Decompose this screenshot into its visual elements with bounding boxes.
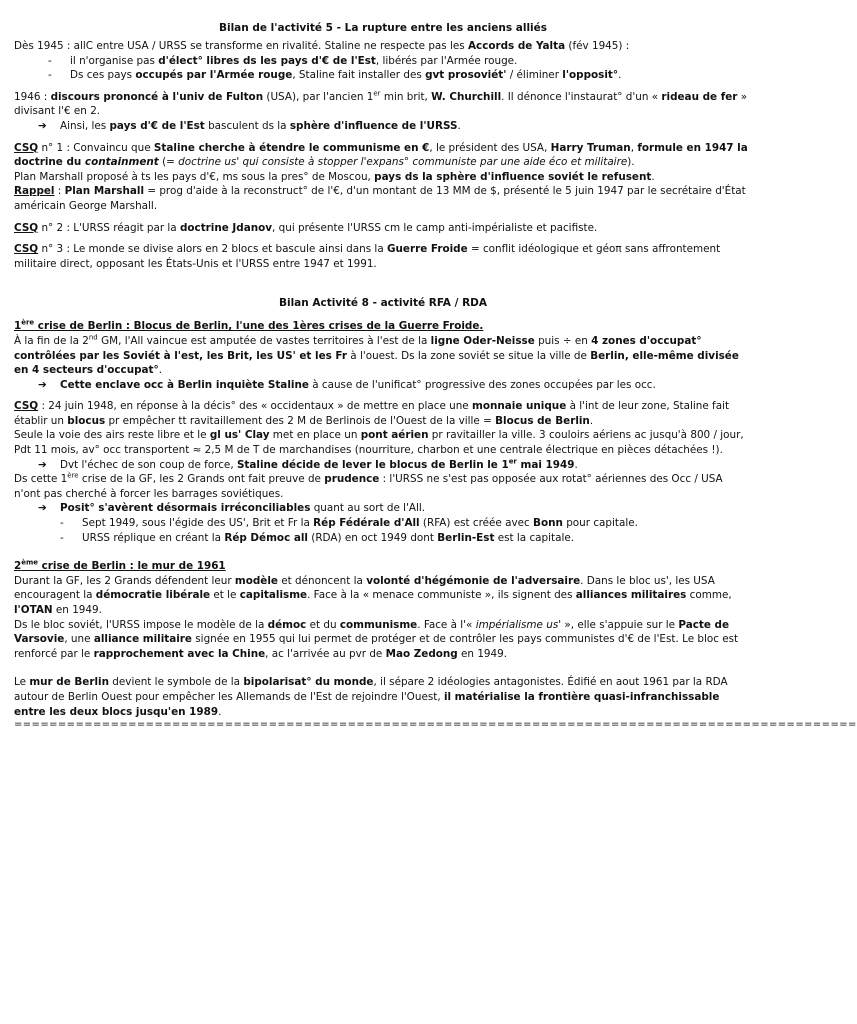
dash-icon: - bbox=[48, 69, 52, 82]
crise2-title: 2ème crise de Berlin : le mur de 1961 bbox=[14, 558, 226, 573]
fulton-paragraph: 1946 : discours prononcé à l'univ de Fulton (USA), par l'ancien 1er min brit, W. Churchill. Il dénonce l'instaurat° d'un « rideau de fer » divisant l'€ en 2. bbox=[14, 89, 748, 118]
arrow-right-icon: ➔ bbox=[38, 502, 47, 515]
marshall-paragraph: Plan Marshall proposé à ts les pays d'€, ms sous la pres° de Moscou, pays ds la sphère d'influence soviét le refusent. bbox=[14, 170, 655, 183]
bullet-rfa: - Sept 1949, sous l'égide des US', Brit et Fr la Rép Fédérale d'All (RFA) est créée avec Bonn pour capitale. bbox=[60, 517, 638, 530]
pont-aerien-paragraph: Seule la voie des airs reste libre et le gl us' Clay met en place un pont aérien pr ravitailler la ville. 3 couloirs aériens ac jusqu'à 800 / jour, Pdt 11 mois, av° occ transportent ≈ 2,5 M de T de marchandises (nourriture, charbon et une centrale électrique en pièces détachées !). bbox=[14, 429, 744, 457]
csq1-paragraph: CSQ n° 1 : Convaincu que Staline cherche à étendre le communisme en €, le président des USA, Harry Truman, formule en 1947 la doctrine du containment (= doctrine us' qui consiste à stopper l'expans° communiste par une aide éco et militaire). bbox=[14, 141, 748, 169]
csq2-paragraph: CSQ n° 2 : L'URSS réagit par la doctrine Jdanov, qui présente l'URSS cm le camp anti-impérialiste et pacifiste. bbox=[14, 221, 598, 234]
arrow-right-icon: ➔ bbox=[38, 458, 47, 471]
separator-line: ================================================================================================ bbox=[14, 719, 857, 731]
bloc-sovietique-paragraph: Ds le bloc soviét, l'URSS impose le modèle de la démoc et du communisme. Face à l'« impérialisme us' », elle s'appuie sur le Pacte de Varsovie, une alliance militaire signée en 1955 qui lui permet de protéger et de contrôler les pays communistes d'€ de l'Est. Le bloc est renforcé par le rapprochement avec la Chine, ac l'arrivée au pvr de Mao Zedong en 1949. bbox=[14, 618, 739, 660]
arrow-irreconciliables: ➔ Posit° s'avèrent désormais irréconciliables quant au sort de l'All. bbox=[38, 502, 426, 515]
section1-title: Bilan de l'activité 5 - La rupture entre les anciens alliés bbox=[218, 22, 548, 34]
csq3-paragraph: CSQ n° 3 : Le monde se divise alors en 2 blocs et bascule ainsi dans la Guerre Froide = conflit idéologique et géoπ sans affrontement militaire direct, opposant les États-Unis et l'URSS entre 1947 et 1991. bbox=[14, 243, 721, 270]
arrow-sphere-influence: ➔ Ainsi, les pays d'€ de l'Est basculent ds la sphère d'influence de l'URSS. bbox=[38, 119, 461, 132]
rappel-paragraph: Rappel : Plan Marshall = prog d'aide à la reconstruct° de l'€, d'un montant de 13 MM de $, présenté le 5 juin 1947 par le secrétaire d'État américain George Marshall. bbox=[14, 185, 746, 212]
dash-icon: - bbox=[48, 54, 52, 67]
dash-icon: - bbox=[60, 517, 64, 530]
bullet-elections: - il n'organise pas d'élect° libres ds les pays d'€ de l'Est, libérés par l'Armée rouge. bbox=[48, 54, 518, 67]
csq-blocus-paragraph: CSQ : 24 juin 1948, en réponse à la décis° des « occidentaux » de mettre en place une monnaie unique à l'int de leur zone, Staline fait établir un blocus pr empêcher tt ravitaillement des 2 M de Berlinois de l'Ouest de la ville = Blocus de Berlin. bbox=[14, 400, 730, 427]
arrow-enclave: ➔ Cette enclave occ à Berlin inquiète Staline à cause de l'unificat° progressive des zones occupées par les occ. bbox=[38, 378, 656, 391]
crise1-title: 1ère crise de Berlin : Blocus de Berlin, l'une des 1ères crises de la Guerre Froide. bbox=[14, 318, 484, 333]
dash-icon: - bbox=[60, 531, 64, 544]
guerre-froide-paragraph: Durant la GF, les 2 Grands défendent leur modèle et dénoncent la volonté d'hégémonie de l'adversaire. Dans le bloc us', les USA encouragent la démocratie libérale et le capitalisme. Face à la « menace communiste », ils signent des alliances militaires comme, l'OTAN en 1949. bbox=[14, 574, 732, 616]
prudence-paragraph: Ds cette 1ère crise de la GF, les 2 Grands ont fait preuve de prudence : l'URSS ne s'est pas opposée aux rotat° aériennes des Occ / USA n'ont pas cherché à forcer les barrages soviétiques. bbox=[14, 471, 723, 500]
bullet-armee-rouge: - Ds ces pays occupés par l'Armée rouge, Staline fait installer des gvt prosoviét' / éliminer l'opposit°. bbox=[48, 69, 622, 82]
mur-berlin-paragraph: Le mur de Berlin devient le symbole de la bipolarisat° du monde, il sépare 2 idéologies antagonistes. Édifié en aout 1961 par la RDA autour de Berlin Ouest pour empêcher les Allemands de l'Est de rejoindre l'Ouest, il matérialise la frontière quasi-infranchissable entre les deux blocs jusqu'en 1989. bbox=[14, 676, 728, 718]
section2-title: Bilan Activité 8 - activité RFA / RDA bbox=[278, 297, 488, 310]
crise1-paragraph: À la fin de la 2nd GM, l'All vaincue est amputée de vastes territoires à l'est de la ligne Oder-Neisse puis ÷ en 4 zones d'occupat° contrôlées par les Soviét à l'est, les Brit, les US' et les Fr à l'ouest. Ds la zone soviét se situe la ville de Berlin, elle-même divisée en 4 secteurs d'occupat°. bbox=[14, 333, 739, 377]
bullet-rda: - URSS réplique en créant la Rép Démoc all (RDA) en oct 1949 dont Berlin-Est est la capitale. bbox=[60, 531, 575, 544]
arrow-right-icon: ➔ bbox=[38, 378, 47, 391]
arrow-lever-blocus: ➔ Dvt l'échec de son coup de force, Staline décide de lever le blocus de Berlin le 1er mai 1949. bbox=[38, 457, 578, 471]
arrow-right-icon: ➔ bbox=[38, 119, 47, 132]
intro-paragraph: Dès 1945 : allC entre USA / URSS se transforme en rivalité. Staline ne respecte pas les Accords de Yalta (fév 1945) : bbox=[14, 40, 630, 52]
